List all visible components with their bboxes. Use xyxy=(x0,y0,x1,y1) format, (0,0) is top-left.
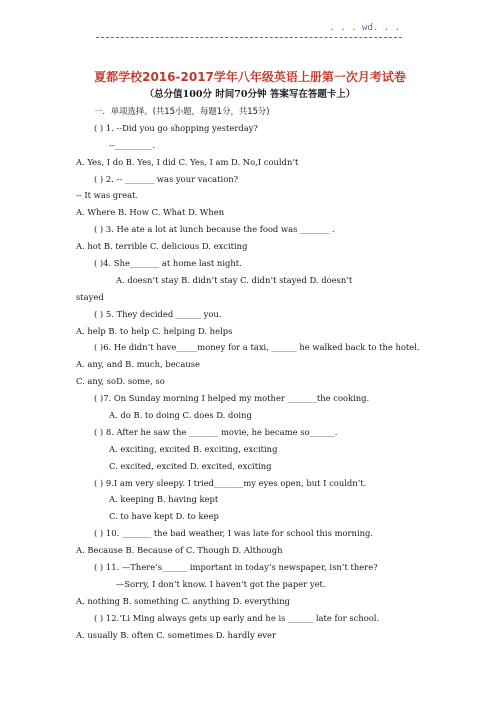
question-line: ( ) 2. -- _______ was your vacation? xyxy=(94,173,239,184)
question-line: —Sorry, I don’t know. I haven’t got the paper yet. xyxy=(116,578,326,589)
question-line: A. Because B. Because of C. Though D. Although xyxy=(76,545,283,556)
question-line: A. nothing B. something C. anything D. everything xyxy=(76,595,290,606)
question-line: A. hot B. terrible C. delicious D. exciting xyxy=(76,241,248,252)
question-line: A. Where B. How C. What D. When xyxy=(76,207,225,218)
question-line: A. any, and B. much, because xyxy=(76,359,200,370)
question-line: --_________. xyxy=(109,139,156,150)
question-line: ( )4. She_______ at home last night. xyxy=(94,258,242,269)
question-line: ( ) 8. After he saw the _______ movie, he became so______. xyxy=(94,426,338,437)
header-mark: . . . wd. . . xyxy=(329,23,400,33)
question-line: ( ) 11. —There’s______ important in today’s newspaper, isn’t there? xyxy=(94,562,378,573)
question-line: -- It was great. xyxy=(76,190,139,201)
question-line: ( ) 1. --Did you go shopping yesterday? xyxy=(94,122,258,133)
question-line: C. to have kept D. to keep xyxy=(109,511,219,522)
question-line: A. do B. to doing C. does D. doing xyxy=(109,410,252,421)
question-line: A. Yes, I do B. Yes, I did C. Yes, I am D. No,I couldn’t xyxy=(76,156,299,167)
question-line: ( )6. He didn’t have_____money for a taxi, ______ he walked back to the hotel. xyxy=(94,342,420,353)
question-line: stayed xyxy=(76,291,104,302)
question-line: A. exciting, excited B. exciting, exciting xyxy=(109,443,278,454)
question-line: A. usually B. often C. sometimes D. hardly ever xyxy=(76,629,276,640)
question-line: C. excited, excited D. excited, exciting xyxy=(109,460,272,471)
question-line: A. keeping B. having kept xyxy=(109,494,219,505)
question-line: ( ) 5. They decided ______ you. xyxy=(94,308,222,319)
question-line: ( ) 3. He ate a lot at lunch because the food was _______ . xyxy=(94,224,335,235)
exam-subtitle: （总分值100分 时间70分钟 答案写在答题卡上） xyxy=(144,89,356,100)
section-heading: 一．单项选择。(共15小题，每题1分，共15分) xyxy=(94,106,270,116)
question-line: ( ) 9.I am very sleepy. I tried_______my eyes open, but I couldn’t. xyxy=(94,477,367,488)
question-line: ( )7. On Sunday morning I helped my mother _______the cooking. xyxy=(94,393,370,404)
question-line: A. doesn’t stay B. didn’t stay C. didn’t stayed D. doesn’t xyxy=(116,274,353,285)
question-line: A. help B. to help C. helping D. helps xyxy=(76,325,233,336)
question-line: C. any, soD. some, so xyxy=(76,376,165,387)
question-list xyxy=(76,103,496,644)
question-line: ( ) 12.‘Li Ming always gets up early and he is ______ late for school. xyxy=(94,612,380,623)
question-line: ( ) 10. _______ the bad weather, I was late for school this morning. xyxy=(94,528,374,539)
header-divider xyxy=(96,37,402,38)
exam-title: 夏都学校2016-2017学年八年级英语上册第一次月考试卷 xyxy=(94,70,406,84)
